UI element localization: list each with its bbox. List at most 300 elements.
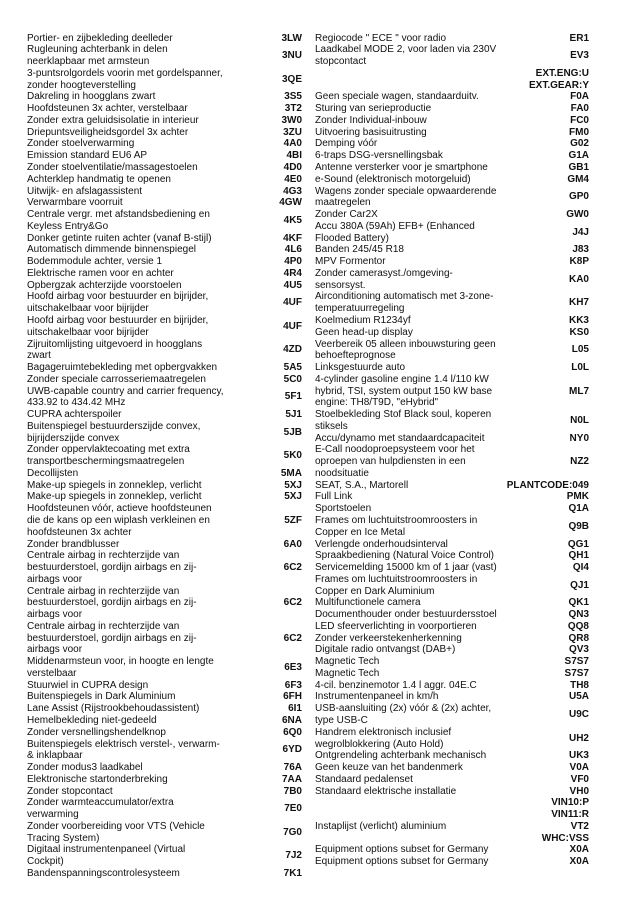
option-code: EV3 [570,50,589,62]
option-row [27,539,302,551]
option-row [27,503,302,538]
option-description: E-Call noodoproepsysteem voor het oproepen van hulpdiensten in een noodsituatie [315,444,475,479]
option-description: Multifunctionele camera [315,597,421,609]
option-code: ML7 [569,385,589,397]
option-row [27,691,302,703]
option-row [315,362,589,374]
option-code: QR8 [568,632,589,644]
option-row [27,821,302,845]
option-row [27,244,302,256]
option-code: U5A [568,691,589,703]
option-description: Handrem elektronisch inclusief wegrolblokkering (Auto Hold) [315,726,452,750]
option-description: Emission standard EU6 AP [27,150,148,162]
option-code: 7B0 [283,785,302,797]
option-code: 3W0 [281,114,302,126]
option-code: GM4 [567,173,589,185]
option-row [315,539,589,551]
option-code: UH2 [568,732,589,744]
option-row [27,550,302,585]
option-code: 5F1 [284,391,302,403]
option-code: GP0 [568,191,589,203]
option-description: Zonder verkeerstekenherkenning [315,632,462,644]
option-code: 6C2 [283,597,302,609]
option-code: G1A [568,150,589,162]
option-description: Bagageruimtebekleding met opbergvakken [27,362,218,374]
option-description: e-Sound (elektronisch motorgeluid) [315,173,471,185]
option-row [315,621,589,633]
option-code: FA0 [570,103,589,115]
option-description: Uitwijk- en afslagassistent [27,185,143,197]
option-row [315,809,589,821]
option-row [27,680,302,692]
option-row [27,33,302,45]
option-description: Magnetic Tech [315,667,380,679]
option-code: UK3 [568,750,589,762]
option-code: 3S5 [284,91,302,103]
option-description: Zonder Individual-inbouw [315,114,427,126]
option-description: Zonder speciale carrosseriemaatregelen [27,373,206,385]
option-description: Decollijsten [27,467,79,479]
option-description: Buitenspiegels in Dark Aluminium [27,691,176,703]
option-code: 4U5 [283,279,302,291]
option-row [27,91,302,103]
option-description: Opbergzak achterzijde voorstoelen [27,279,182,291]
option-description: Wagens zonder speciale opwaarderende maatregelen [315,185,497,209]
option-code: PLANTCODE:049 [506,479,589,491]
option-description: Buitenspiegel bestuurderszijde convex, bijrijderszijde convex [27,420,201,444]
option-code: 6C2 [283,562,302,574]
option-row [27,103,302,115]
option-row [315,33,589,45]
option-row [315,221,589,245]
option-code: N0L [570,414,589,426]
option-row [27,586,302,621]
right-options-column [315,33,589,868]
option-description: Verlengde onderhoudsinterval [315,538,448,550]
option-description: Buitenspiegels elektrisch verstel-, verwarm- & inklapbaar [27,738,220,762]
option-code: 7E0 [284,803,302,815]
option-code: 76A [283,762,302,774]
option-row [315,91,589,103]
option-description: Driepuntsveiligheidsgordel 3x achter [27,126,189,138]
option-code: VT2 [570,820,589,832]
option-row [315,444,589,479]
option-description: Zonder extra geluidsisolatie in interieur [27,114,199,126]
option-row [315,150,589,162]
option-code: J4J [572,226,589,238]
option-row [315,727,589,751]
option-row [27,162,302,174]
option-code: PMK [566,491,589,503]
option-code: 4P0 [284,256,302,268]
option-code: 4ZD [283,344,302,356]
option-description: Geen speciale wagen, standaarduitv. [315,91,479,103]
option-code: Q1A [568,503,589,515]
option-code: KA0 [568,273,589,285]
option-description: Donker getinte ruiten achter (vanaf B-stijl) [27,232,212,244]
option-row [27,186,302,198]
option-description: Make-up spiegels in zonneklep, verlicht [27,479,202,491]
option-row [315,80,589,92]
option-row [27,386,302,410]
option-description: Zonder oppervlaktecoating met extra transportbeschermingsmaatregelen [27,444,190,468]
option-row [315,844,589,856]
option-code: GW0 [566,209,589,221]
option-code: G02 [570,138,589,150]
option-description: Linksgestuurde auto [315,362,406,374]
option-description: Centrale airbag in rechterzijde van bestuurderstoel, gordijn airbags en zij- airbags voor [27,550,197,585]
option-code: L0L [571,362,589,374]
option-row [27,280,302,292]
option-description: Magnetic Tech [315,656,380,668]
option-row [27,715,302,727]
option-code: 6F3 [284,679,302,691]
option-code: 6NA [281,715,302,726]
option-description: Regiocode " ECE " voor radio [315,32,447,44]
option-row [315,797,589,809]
option-row [315,703,589,727]
option-description: Make-up spiegels in zonneklep, verlicht [27,491,202,503]
option-description: Digitaal instrumentenpaneel (Virtual Cockpit) [27,844,186,868]
option-description: Sportstoelen [315,503,372,515]
option-description: Verwarmbare voorruit [27,197,123,209]
option-row [315,409,589,433]
option-row [315,762,589,774]
option-description: Servicemelding 15000 km of 1 jaar (vast) [315,562,497,574]
option-code: S7S7 [564,667,589,679]
option-description: 4-cylinder gasoline engine 1.4 l/110 kW hybrid, TSI, system output 150 kW base engine: TH8/T9D, "eHybrid" [315,373,493,409]
option-code: 5ZF [284,514,302,526]
option-row [27,480,302,492]
option-description: Sturing van serieproductie [315,103,432,115]
option-description: Bandenspanningscontrolesysteem [27,867,180,879]
option-row [27,491,302,503]
option-row [27,127,302,139]
option-code: ER1 [569,32,589,44]
option-code: KH7 [568,297,589,309]
option-description: 3-puntsrolgordels voorin met gordelspanner, zonder hoogteverstelling [27,67,223,91]
option-code: TH8 [570,679,589,691]
option-code: 5XJ [284,479,302,491]
option-description: Automatisch dimmende binnenspiegel [27,244,196,256]
option-description: Zonder stoelventilatie/massagestoelen [27,162,198,174]
option-code: 3QE [281,73,302,85]
option-row [315,174,589,186]
option-description: Stuurwiel in CUPRA design [27,679,149,691]
option-code: 6I1 [288,703,302,715]
option-description: Koelmedium R1234yf [315,314,411,326]
option-description: Zonder warmteaccumulator/extra verwarming [27,797,174,821]
option-row [27,774,302,786]
option-row [315,856,589,868]
option-description: Centrale airbag in rechterzijde van bestuurderstoel, gordijn airbags en zij- airbags voor [27,585,197,621]
option-code: 4R4 [283,267,302,279]
option-code: 4K5 [283,214,302,226]
option-row [315,609,589,621]
option-code: VH0 [569,785,589,797]
option-row [315,162,589,174]
option-code: X0A [569,856,589,868]
option-code: 7K1 [283,867,302,879]
option-row [315,268,589,292]
option-description: CUPRA achterspoiler [27,409,122,421]
option-description: Achterklep handmatig te openen [27,173,171,185]
option-row [27,150,302,162]
option-row [27,444,302,468]
option-row [27,339,302,363]
option-code: L05 [571,344,589,356]
option-row [315,339,589,363]
option-row [27,291,302,315]
option-description: UWB-capable country and carrier frequency, 433.92 to 434.42 MHz [27,385,224,409]
option-description: Zonder stoelverwarming [27,138,135,150]
option-description: Elektrische ramen voor en achter [27,267,174,279]
option-code: 4BI [286,150,302,162]
option-description: Dakreling in hoogglans zwart [27,91,156,103]
option-description: Demping vóór [315,138,378,150]
option-row [315,315,589,327]
option-row [27,174,302,186]
option-description: Portier- en zijbekleding deelleder [27,32,173,44]
option-description: Full Link [315,491,353,503]
option-description: Frames om luchtuitstroomroosters in Copper en Dark Aluminium [315,573,478,597]
option-row [315,833,589,845]
option-row [27,197,302,209]
option-description: Digitale radio ontvangst (DAB+) [315,644,456,656]
option-code: QN3 [568,609,589,621]
option-code: 6Q0 [283,726,302,738]
option-code: FC0 [570,114,589,126]
option-row [27,256,302,268]
option-description: Zonder versnellingshendelknop [27,726,166,738]
option-code: QV3 [568,644,589,656]
option-description: Antenne versterker voor je smartphone [315,162,488,174]
option-row [27,44,302,68]
option-code: NZ2 [570,456,589,468]
option-code: 7J2 [285,850,302,862]
option-code: 4G3 [283,185,302,197]
option-description: Zonder voorbereiding voor VTS (Vehicle Tracing System) [27,820,205,844]
option-description: Uitvoering basisuitrusting [315,126,427,138]
option-description: Hoofd airbag voor bestuurder en bijrijder, uitschakelbaar voor bijrijder [27,314,209,338]
option-description: Zijruitomlijsting uitgevoerd in hoogglans zwart [27,338,203,362]
option-code: QQ8 [567,620,589,632]
option-code: K8P [569,256,589,268]
option-description: Geen keuze van het bandenmerk [315,762,463,774]
option-description: Zonder stopcontact [27,785,113,797]
option-description: Veerbereik 05 alleen inbouwsturing geen behoefteprognose [315,338,496,362]
option-code: QG1 [567,538,589,550]
option-row [27,409,302,421]
option-description: Equipment options subset for Germany [315,844,489,856]
option-description: Laadkabel MODE 2, voor laden via 230V stopcontact [315,44,497,68]
option-description: Standaard elektrische installatie [315,785,457,797]
option-description: Accu/dynamo met standaardcapaciteit [315,432,485,444]
option-description: Zonder Car2X [315,209,378,221]
option-row [315,680,589,692]
option-row [315,656,589,668]
option-code: 4UF [283,297,302,309]
option-description: Spraakbediening (Natural Voice Control) [315,550,494,562]
option-row [27,209,302,233]
option-code: 7AA [281,773,302,785]
option-row [315,633,589,645]
option-code: 5JB [283,426,302,438]
option-row [315,186,589,210]
option-code: 6C2 [283,632,302,644]
option-code: 4A0 [283,138,302,150]
option-code: QK1 [568,597,589,609]
option-row [315,515,589,539]
option-code: F0A [570,91,589,103]
option-description: Zonder brandblusser [27,538,120,550]
option-row [27,739,302,763]
option-description: Instaplijst (verlicht) aluminium [315,820,447,832]
left-options-column [27,33,302,880]
option-row [27,362,302,374]
option-code: 3NU [281,50,302,62]
option-code: 7G0 [283,826,302,838]
option-row [27,421,302,445]
option-row [315,774,589,786]
option-row [315,291,589,315]
option-code: S7S7 [564,656,589,668]
option-row [27,315,302,339]
option-row [315,691,589,703]
option-code: 6E3 [284,662,302,674]
option-description: Middenarmsteun voor, in hoogte en lengte verstelbaar [27,656,214,679]
option-code: EXT.ENG:U [535,67,589,79]
option-code: QI4 [572,562,589,574]
option-code: 3T2 [284,103,302,115]
option-description: Banden 245/45 R18 [315,244,404,256]
option-description: Lane Assist (Rijstrookbehoudassistent) [27,703,200,715]
option-row [315,127,589,139]
option-row [27,621,302,656]
option-row [315,327,589,339]
option-row [27,233,302,245]
option-code: 5K0 [283,450,302,462]
option-row [27,468,302,480]
option-row [315,786,589,798]
option-code: VF0 [570,773,589,785]
option-code: U9C [568,709,589,721]
option-row [315,68,589,80]
option-description: 6-traps DSG-versnellingsbak [315,150,443,162]
option-row [315,103,589,115]
option-code: KS0 [569,326,589,338]
option-description: Standaard pedalenset [315,773,413,785]
option-description: 4-cil. benzinemotor 1.4 l aggr. 04E.C [315,679,477,691]
option-row [315,491,589,503]
option-row [315,574,589,598]
option-code: VIN10:P [551,797,589,809]
option-row [27,68,302,92]
option-row [315,562,589,574]
option-description: Centrale vergr. met afstandsbediening en Keyless Entry&Go [27,209,210,232]
option-row [315,550,589,562]
option-row [315,256,589,268]
option-row [27,762,302,774]
option-row [315,480,589,492]
option-code: FM0 [569,126,589,138]
option-row [315,644,589,656]
option-description: Equipment options subset for Germany [315,856,489,868]
option-code: 5C0 [283,373,302,385]
option-code: WHC:VSS [541,832,589,844]
option-code: KK3 [568,314,589,326]
option-code: Q9B [568,520,589,532]
option-row [27,138,302,150]
option-row [315,750,589,762]
option-code: 5MA [280,467,302,479]
option-code: 4E0 [284,173,302,185]
option-description: Stoelbekleding Stof Black soul, koperen stiksels [315,409,492,432]
option-code: 3ZU [283,126,302,138]
option-description: Centrale airbag in rechterzijde van bestuurderstoel, gordijn airbags en zij- airbags voor [27,620,197,656]
option-code: X0A [569,844,589,856]
option-row [315,138,589,150]
option-row [315,244,589,256]
option-code: 4D0 [283,162,302,174]
option-description: Zonder modus3 laadkabel [27,762,143,774]
option-row [27,115,302,127]
option-row [27,868,302,880]
option-row [315,433,589,445]
option-code: 3LW [281,32,302,44]
option-row [315,115,589,127]
option-description: Zonder camerasyst./omgeving- sensorsyst. [315,267,453,291]
option-code: QH1 [568,550,589,562]
option-row [27,797,302,821]
option-code: 4KF [283,232,302,244]
option-code: EXT.GEAR:Y [528,79,589,91]
option-description: Hoofdsteunen vóór, actieve hoofdsteunen die de kans op een wiplash verkleinen en hoofdsteunen 3x achter [27,503,212,538]
option-code: 6YD [282,744,302,756]
option-row [27,374,302,386]
option-description: Elektronische startonderbreking [27,773,168,785]
option-code: J83 [572,244,589,256]
option-row [315,668,589,680]
option-row [27,656,302,680]
option-row [315,597,589,609]
option-row [315,374,589,409]
option-code: NY0 [569,432,589,444]
option-code: 6FH [283,691,302,703]
option-code: 4GW [279,197,302,209]
option-description: Geen head-up display [315,326,413,338]
option-description: USB-aansluiting (2x) vóór & (2x) achter, type USB-C [315,703,492,726]
option-code: 5XJ [284,491,302,503]
option-description: MPV Formentor [315,256,386,268]
option-code: V0A [569,762,589,774]
option-description: Bodemmodule achter, versie 1 [27,256,163,268]
option-description: Frames om luchtuitstroomroosters in Copper en Ice Metal [315,514,478,538]
option-description: Documenthouder onder bestuurdersstoel [315,609,497,621]
option-row [27,703,302,715]
option-row [315,503,589,515]
option-code: GB1 [568,162,589,174]
option-code: 6A0 [283,538,302,550]
option-description: LED sfeerverlichting in voorportieren [315,620,477,632]
option-code: VIN11:R [551,809,589,821]
option-row [315,44,589,68]
option-code: QJ1 [570,579,589,591]
option-description: Instrumentenpaneel in km/h [315,691,439,703]
option-row [315,821,589,833]
option-row [27,844,302,868]
option-row [27,786,302,798]
